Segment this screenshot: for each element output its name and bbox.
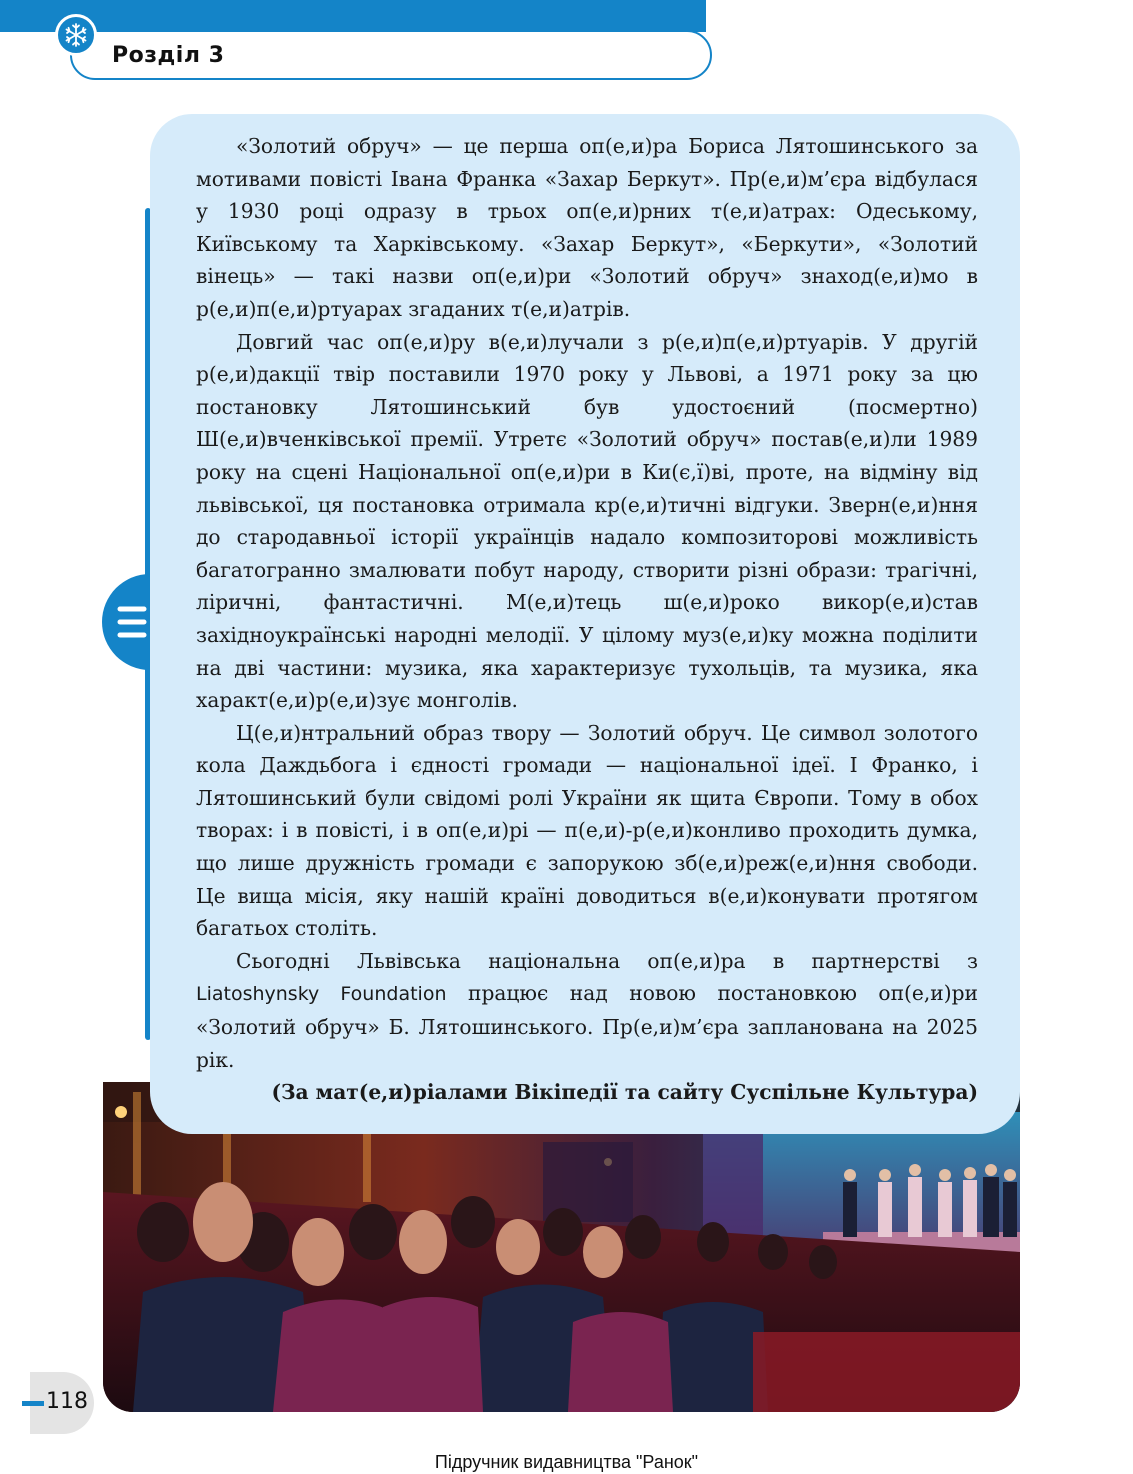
section-title: Розділ 3	[112, 43, 225, 68]
article-box	[150, 114, 1020, 1134]
foundation-name: Liatoshynsky Foundation	[196, 983, 447, 1006]
article-text	[196, 130, 978, 1109]
snowflake-icon	[55, 14, 97, 56]
paragraph-2: Довгий час оп(е,и)ру в(е,и)лучали з р(е,и)п(е,и)ртуарів. У другій р(е,и)дакції твір поставили 1970 року у Львові, а 1971 року за цю постановку Лятошинський був удостоєний (посмертно) Ш(е,и)вченківської премії. Утретє «Золотий обруч» постав(е,и)ли 1989 року на сцені Національної оп(е,и)ри в Ки(є,ї)ві, проте, на відміну від львівської, ця постановка отримала кр(е,и)тичні відгуки. Зверн(е,и)ння до стародавньої історії українців надало композиторові можливість багатогранно змалювати побут народу, створити різні образи: трагічні, ліричні, фантастичні. М(е,и)тець ш(е,и)роко викор(е,и)став західноукраїнські народні мелодії. У цілому муз(е,и)ку можна поділити на дві частини: музика, яка характеризує тухольців, та музика, яка характ(е,и)р(е,и)зує монголів.	[196, 329, 978, 713]
paragraph-4: Сьогодні Львівська національна оп(е,и)ра в партнерстві з Liatoshynsky Foundation працює над новою постановкою оп(е,и)ри «Золотий обруч» Б. Лятошинського. Пр(е,и)м’єра запланована на 2025 рік.	[196, 948, 978, 1072]
page-number: 118	[46, 1389, 88, 1414]
header-band	[0, 0, 706, 32]
paragraph-1: «Золотий обруч» — це перша оп(е,и)ра Бориса Лятошинського за мотивами повісті Івана Франка «Захар Беркут». Пр(е,и)м’єра відбулася у 1930 році одразу в трьох оп(е,и)рних т(е,и)атрах: Одеському, Київському та Харківському. «Захар Беркут», «Беркути», «Золотий вінець» — такі назви оп(е,и)ри «Золотий обруч» знаход(е,и)мо в р(е,и)п(е,и)ртуарах згаданих т(е,и)атрів.	[196, 134, 978, 321]
paragraph-3: Ц(е,и)нтральний образ твору — Золотий обруч. Це символ золотого кола Даждьбога і єдності громади — національної ідеї. І Франко, і Лятошинський були свідомі ролі України як щита Європи. Тому в обох творах: і в повісті, і в оп(е,и)рі — п(е,и)-р(е,и)конливо проходить думка, що лише дружність громади є запорукою зб(е,и)реж(е,и)ння свободи. Це вища місія, яку нашій країні доводиться в(е,и)конувати протягом багатьох століть.	[196, 720, 978, 941]
page-number-dash	[22, 1401, 44, 1406]
publisher-footer: Підручник видавництва "Ранок"	[434, 1452, 699, 1472]
citation: (За мат(е,и)ріалами Вікіпедії та сайту Суспільне Культура)	[271, 1080, 978, 1105]
